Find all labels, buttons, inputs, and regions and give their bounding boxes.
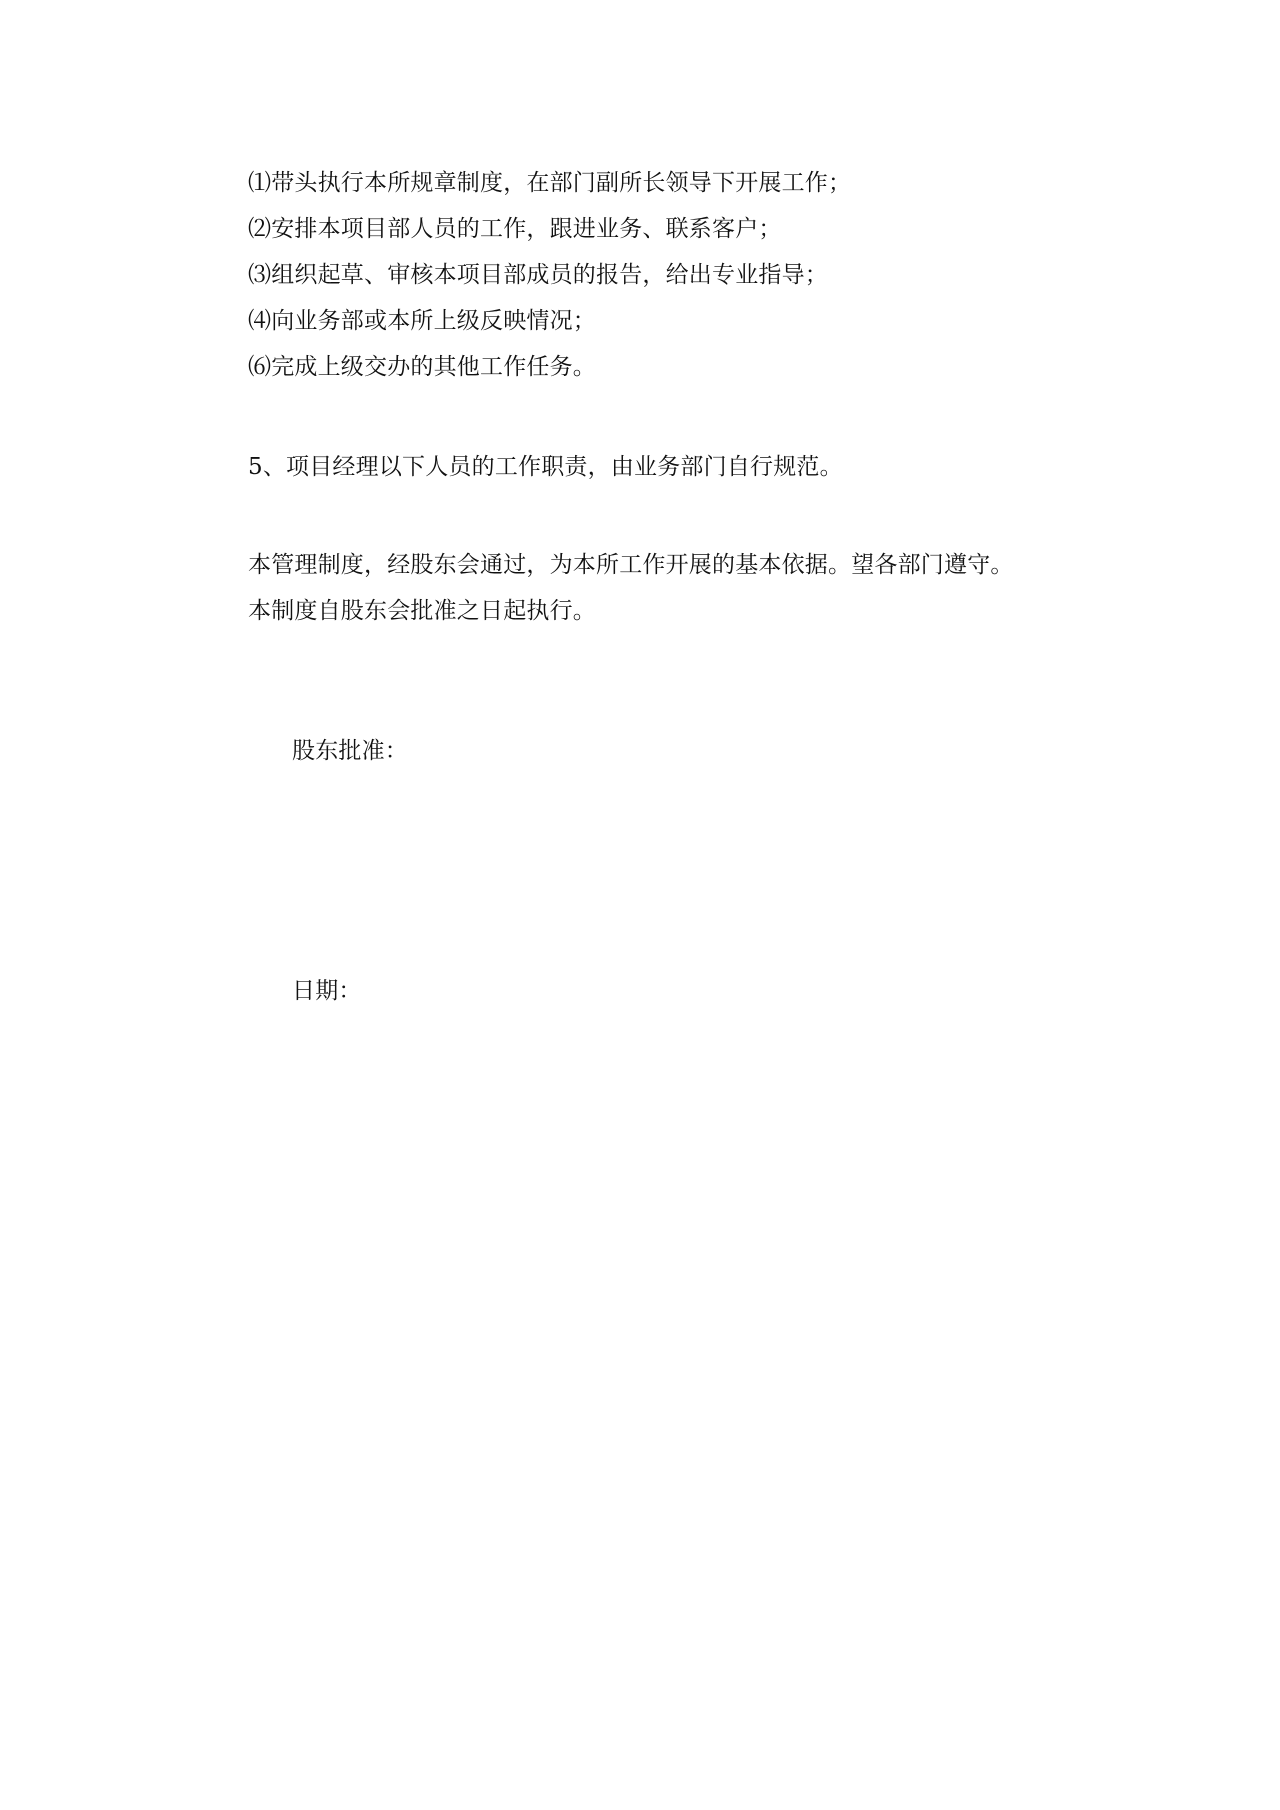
shareholder-approval-label: 股东批准： (292, 738, 408, 764)
closing-paragraph-line-2: 本制度自股东会批准之日起执行。 (248, 598, 596, 624)
duty-item-1: ⑴带头执行本所规章制度，在部门副所长领导下开展工作； (248, 170, 852, 196)
date-label: 日期： (292, 978, 362, 1004)
closing-paragraph-line-1: 本管理制度，经股东会通过，为本所工作开展的基本依据。望各部门遵守。 (248, 552, 1014, 578)
duty-item-4: ⑷向业务部或本所上级反映情况； (248, 308, 596, 334)
section-item-5: 5、项目经理以下人员的工作职责，由业务部门自行规范。 (248, 454, 843, 480)
duty-item-3: ⑶组织起草、审核本项目部成员的报告，给出专业指导； (248, 262, 828, 288)
duty-item-2: ⑵安排本项目部人员的工作，跟进业务、联系客户； (248, 216, 782, 242)
duty-item-6: ⑹完成上级交办的其他工作任务。 (248, 354, 596, 380)
